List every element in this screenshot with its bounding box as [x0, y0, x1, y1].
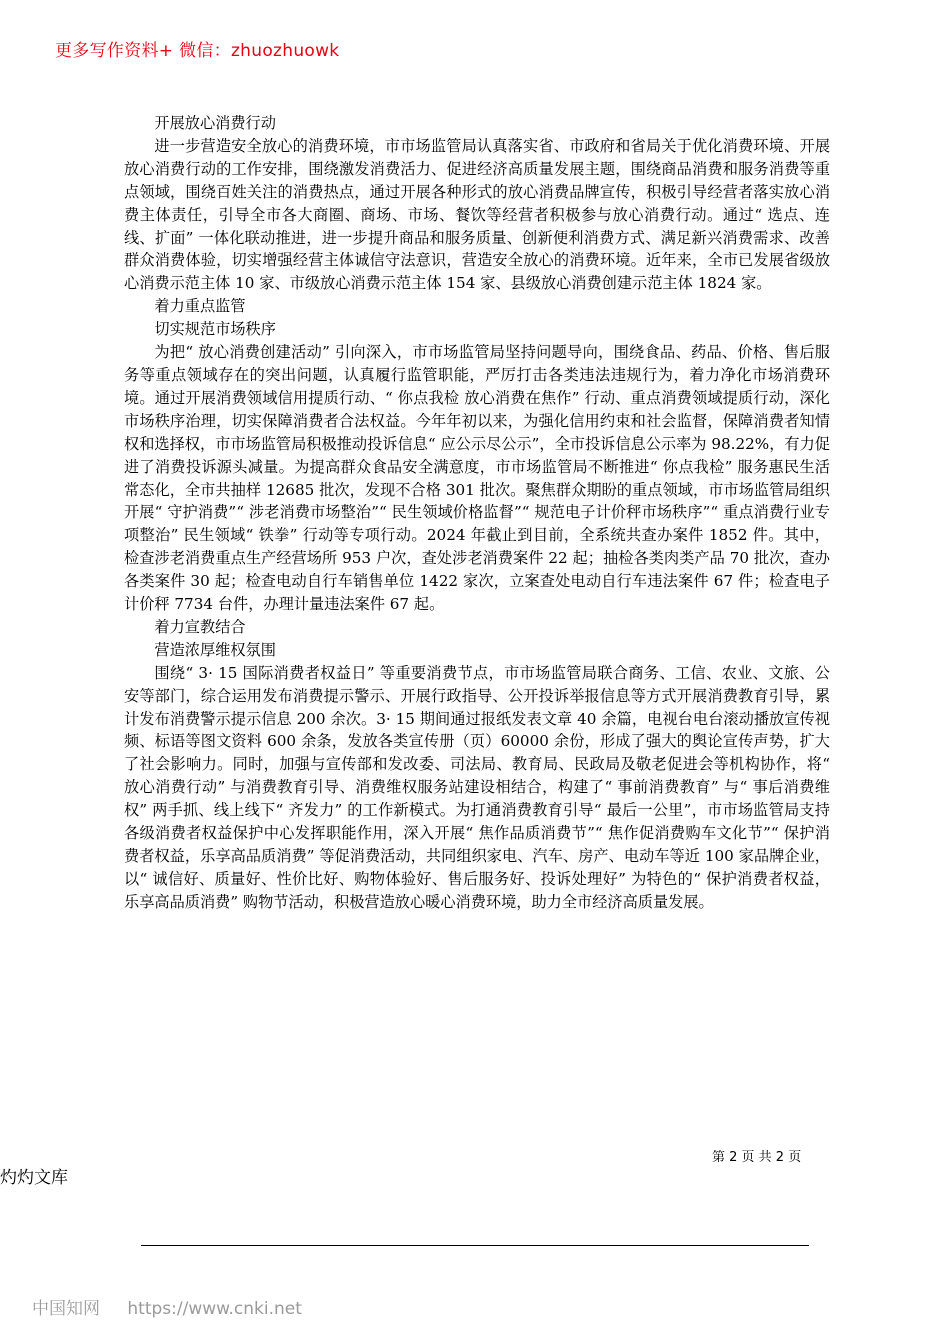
section-heading: 着力宣教结合	[154, 617, 246, 636]
page-number: 第 2 页 共 2 页	[712, 1150, 802, 1165]
section-subheading: 切实规范市场秩序	[154, 320, 276, 339]
section-heading: 着力重点监管	[154, 297, 246, 316]
section-heading: 开展放心消费行动	[154, 114, 276, 132]
footer-divider	[141, 1245, 809, 1246]
section-subheading: 营造浓厚维权氛围	[154, 640, 276, 659]
site-url[interactable]: https://www.cnki.net	[127, 1299, 302, 1319]
library-name: 灼灼文库	[0, 1168, 68, 1188]
paragraph: 进一步营造安全放心的消费环境，市市场监管局认真落实省、市政府和省局关于优化消费环境、开展放心消费行动的工作安排，围绕激发消费活力、促进经济高质量发展主题，围绕商品消费和服务消费等重点领域，围绕百姓关注的消费热点，通过开展各种形式的放心消费品牌宣传，积极引导经营者落实放心消费主体责任，引导全市各大商圈、商场、市场、餐饮等经营者积极参与放心消费行动。通过“ 选点、连线、扩面” 一体化联动推进，进一步提升商品和服务质量、创新便利消费方式、满足新兴消费需求、改善群众消费体验，切实增强经营主体诚信守法意识，营造安全放心的消费环境。近年来，全市已发展省级放心消费示范主体 10 家、市级放心消费示范主体 154 家、县级放心消费创建示范主体 1824 家。	[124, 136, 830, 293]
paragraph: 围绕“ 3· 15 国际消费者权益日” 等重要消费节点，市市场监管局联合商务、工信、农业、文旅、公安等部门，综合运用发布消费提示警示、开展行政指导、公开投诉举报信息等方式开展消费教育引导，累计发布消费警示提示信息 200 余次。3· 15 期间通过报纸发表文章 40 余篇，电视台电台滚动播放宣传视频、标语等图文资料 600 余条，发放各类宣传册（页）60000 余份，形成了强大的舆论宣传声势，扩大了社会影响力。同时，加强与宣传部和发改委、司法局、教育局、民政局及敬老促进会等机构协作，将“ 放心消费行动” 与消费教育引导、消费维权服务站建设相结合，构建了“ 事前消费教育” 与“ 事后消费维权” 两手抓、线上线下“ 齐发力” 的工作新模式。为打通消费教育引导“ 最后一公里”，市市场监管局支持各级消费者权益保护中心发挥职能作用，深入开展“ 焦作品质消费节”“ 焦作促消费购车文化节”“ 保护消费者权益，乐享高品质消费” 等促消费活动，共同组织家电、汽车、房产、电动车等近 100 家品牌企业，以“ 诚信好、质量好、性价比好、购物体验好、售后服务好、投诉处理好” 为特色的“ 保护消费者权益，乐享高品质消费” 购物节活动，积极营造放心暖心消费环境，助力全市经济高质量发展。	[124, 663, 830, 911]
site-name: 中国知网	[32, 1299, 100, 1319]
article-body	[124, 112, 830, 914]
paragraph: 为把“ 放心消费创建活动” 引向深入，市市场监管局坚持问题导向，围绕食品、药品、价格、售后服务等重点领域存在的突出问题，认真履行监管职能，严厉打击各类违法违规行为，着力净化市场消费环境。通过开展消费领域信用提质行动、“ 你点我检 放心消费在焦作” 行动、重点消费领域提质行动，深化市场秩序治理，切实保障消费者合法权益。今年年初以来，为强化信用约束和社会监督，保障消费者知情权和选择权，市市场监管局积极推动投诉信息“ 应公示尽公示”，全市投诉信息公示率为 98.22%，有力促进了消费投诉源头减量。为提高群众食品安全满意度，市市场监管局不断推进“ 你点我检” 服务惠民生活常态化，全市共抽样 12685 批次，发现不合格 301 批次。聚焦群众期盼的重点领域，市市场监管局组织开展“ 守护消费”“ 涉老消费市场整治”“ 民生领域价格监督”“ 规范电子计价秤市场秩序”“ 重点消费行业专项整治” 民生领域“ 铁拳” 行动等专项行动。2024 年截止到目前，全系统共查办案件 1852 件。其中，检查涉老消费重点生产经营场所 953 户次，查处涉老消费案件 22 起；抽检各类肉类产品 70 批次，查办各类案件 30 起；检查电动自行车销售单位 1422 家次，立案查处电动自行车违法案件 67 件；检查电子计价秤 7734 台件，办理计量违法案件 67 起。	[124, 343, 830, 614]
promo-banner: 更多写作资料+ 微信：zhuozhuowk	[55, 41, 340, 61]
source-footer	[32, 1294, 302, 1319]
